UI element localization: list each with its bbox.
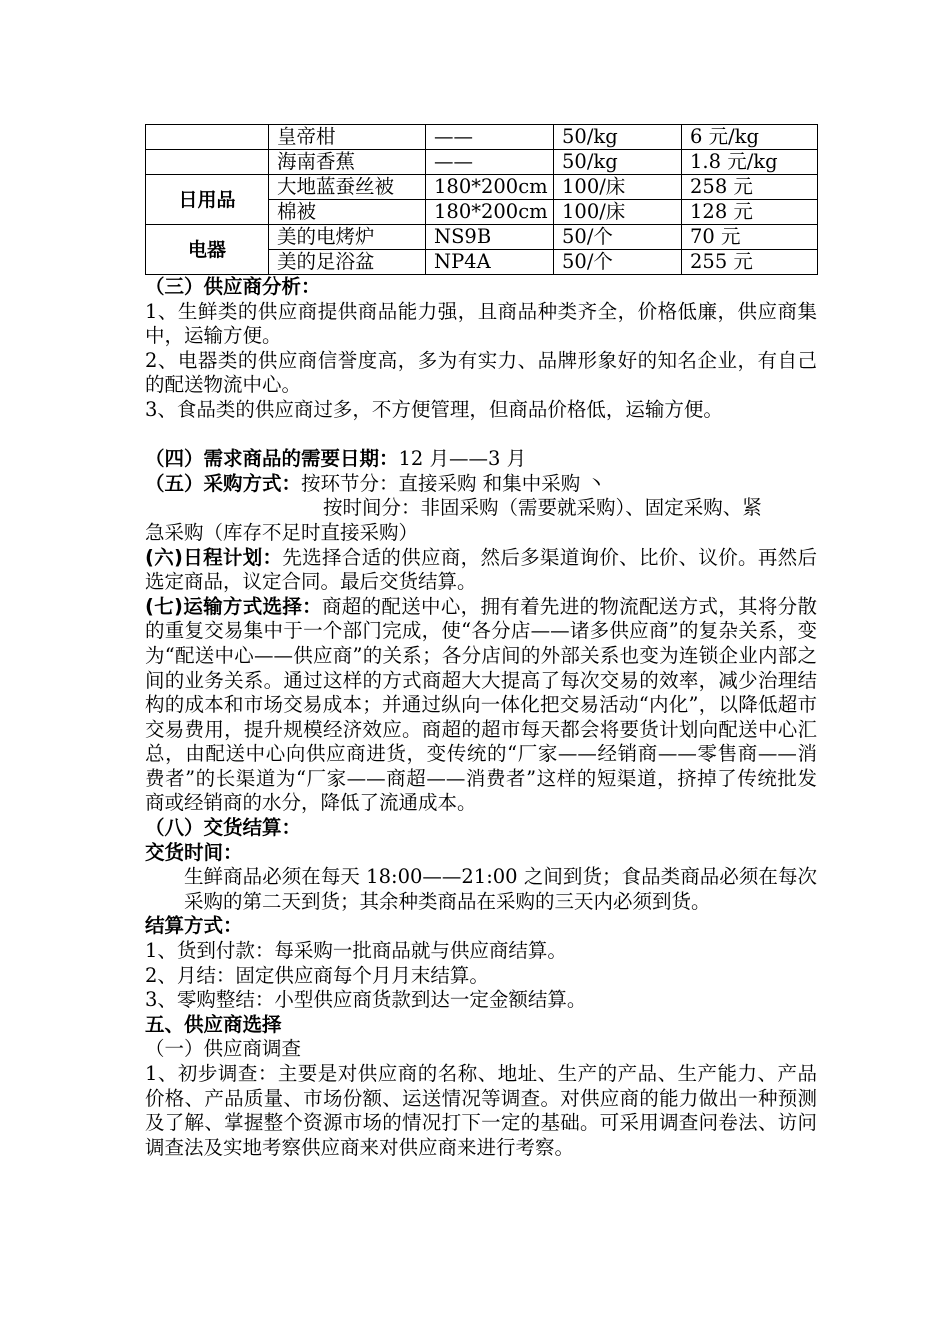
product-name-cell: 棉被 <box>269 200 426 225</box>
table-row <box>146 225 818 250</box>
settlement-item-3: 3、零购整结：小型供应商货款到达一定金额结算。 <box>145 988 587 1012</box>
section-5-heading: （五）采购方式： <box>145 471 302 495</box>
section-3-item-1: 1、生鲜类的供应商提供商品能力强，且商品种类齐全，价格低廉，供应商集中，运输方便。 <box>145 299 817 348</box>
quantity-cell: 100/床 <box>554 200 682 225</box>
section-4-heading: （四）需求商品的需要日期： <box>145 447 399 471</box>
section-7-paragraph <box>145 595 817 816</box>
product-name-cell: 海南香蕉 <box>269 150 426 175</box>
section-7-text: 商超的配送中心，拥有着先进的物流配送方式，其将分散的重复交易集中于一个部门完成，使“各分店——诸多供应商”的复杂关系，变为“配送中心——供应商”的关系；各分店间的外部关系也变为连锁企业内部之间的业务关系。通过这样的方式商超大大提高了每次交易的效率，减少治理结构的成本和市场交易成本；并通过纵向一体化把交易活动“内化”，以降低超市交易费用，提升规模经济效应。商超的超市每天都会将要货计划向配送中心汇总，由配送中心向供应商进货，变传统的“厂家——经销商——零售商——消费者”的长渠道为“厂家——商超——消费者”这样的短渠道，挤掉了传统批发商或经销商的水分，降低了流通成本。 <box>145 594 817 815</box>
section-5-line-2: 按时间分：非固采购（需要就采购）、固定采购、紧 <box>323 496 762 520</box>
chapter-5-subheading: （一）供应商调查 <box>145 1037 302 1061</box>
table-row <box>146 150 818 175</box>
section-3-item-2: 2、电器类的供应商信誉度高，多为有实力、品牌形象好的知名企业，有自己的配送物流中心。 <box>145 348 817 397</box>
price-cell: 255 元 <box>682 250 818 275</box>
section-6-paragraph <box>145 546 817 595</box>
quantity-cell: 50/个 <box>554 225 682 250</box>
spec-cell: 180*200cm <box>426 200 554 225</box>
delivery-time-heading: 交货时间： <box>145 840 243 864</box>
supplier-survey-text: 1、初步调查：主要是对供应商的名称、地址、生产的产品、生产能力、产品价格、产品质量、市场份额、运送情况等调查。对供应商的能力做出一种预测及了解、掌握整个资源市场的情况打下一定的基础。可采用调查问卷法、访问调查法及实地考察供应商来对供应商来进行考察。 <box>145 1062 817 1159</box>
product-name-cell: 美的足浴盆 <box>269 250 426 275</box>
spec-cell: NP4A <box>426 250 554 275</box>
spec-cell: 180*200cm <box>426 175 554 200</box>
spec-cell: NS9B <box>426 225 554 250</box>
product-name-cell: 美的电烤炉 <box>269 225 426 250</box>
quantity-cell: 50/kg <box>554 125 682 150</box>
section-5-by-stage: 按环节分：直接采购 和集中采购 丶 <box>301 471 606 495</box>
section-6-heading: (六)日程计划： <box>145 545 283 569</box>
spec-cell: —— <box>426 125 554 150</box>
delivery-time-text: 生鲜商品必须在每天 18:00——21:00 之间到货；食品类商品必须在每次采购的第二天到货；其余种类商品在采购的三天内必须到货。 <box>184 865 817 913</box>
section-5-line-3: 急采购（库存不足时直接采购） <box>145 520 419 544</box>
table-row <box>146 175 818 200</box>
category-cell <box>146 150 269 175</box>
price-cell: 1.8 元/kg <box>682 150 818 175</box>
quantity-cell: 50/个 <box>554 250 682 275</box>
blank-line <box>145 423 817 448</box>
price-cell: 6 元/kg <box>682 125 818 150</box>
product-name-cell: 皇帝柑 <box>269 125 426 150</box>
category-cell: 日用品 <box>146 175 269 225</box>
category-cell <box>146 125 269 150</box>
goods-table <box>145 124 818 275</box>
chapter-5-heading: 五、供应商选择 <box>145 1012 282 1036</box>
quantity-cell: 50/kg <box>554 150 682 175</box>
spec-cell: —— <box>426 150 554 175</box>
settlement-item-2: 2、月结：固定供应商每个月月末结算。 <box>145 963 489 987</box>
section-4-text: 12 月——3 月 <box>398 447 527 471</box>
product-name-cell: 大地蓝蚕丝被 <box>269 175 426 200</box>
section-6-text: 先选择合适的供应商，然后多渠道询价、比价、议价。再然后选定商品，议定合同。最后交货结算。 <box>145 545 817 594</box>
document-page <box>145 124 817 1160</box>
price-cell: 128 元 <box>682 200 818 225</box>
price-cell: 258 元 <box>682 175 818 200</box>
section-3-item-3: 3、食品类的供应商过多，不方便管理，但商品价格低，运输方便。 <box>145 397 723 421</box>
section-5-line-1 <box>145 472 817 497</box>
table-row <box>146 125 818 150</box>
category-cell: 电器 <box>146 225 269 275</box>
section-7-heading: (七)运输方式选择： <box>145 594 322 618</box>
settlement-heading: 结算方式： <box>145 914 243 938</box>
section-3-heading: （三）供应商分析： <box>145 275 321 298</box>
settlement-item-1: 1、货到付款：每采购一批商品就与供应商结算。 <box>145 939 567 963</box>
quantity-cell: 100/床 <box>554 175 682 200</box>
section-4-paragraph <box>145 447 817 472</box>
price-cell: 70 元 <box>682 225 818 250</box>
section-8-heading: （八）交货结算： <box>145 816 302 840</box>
